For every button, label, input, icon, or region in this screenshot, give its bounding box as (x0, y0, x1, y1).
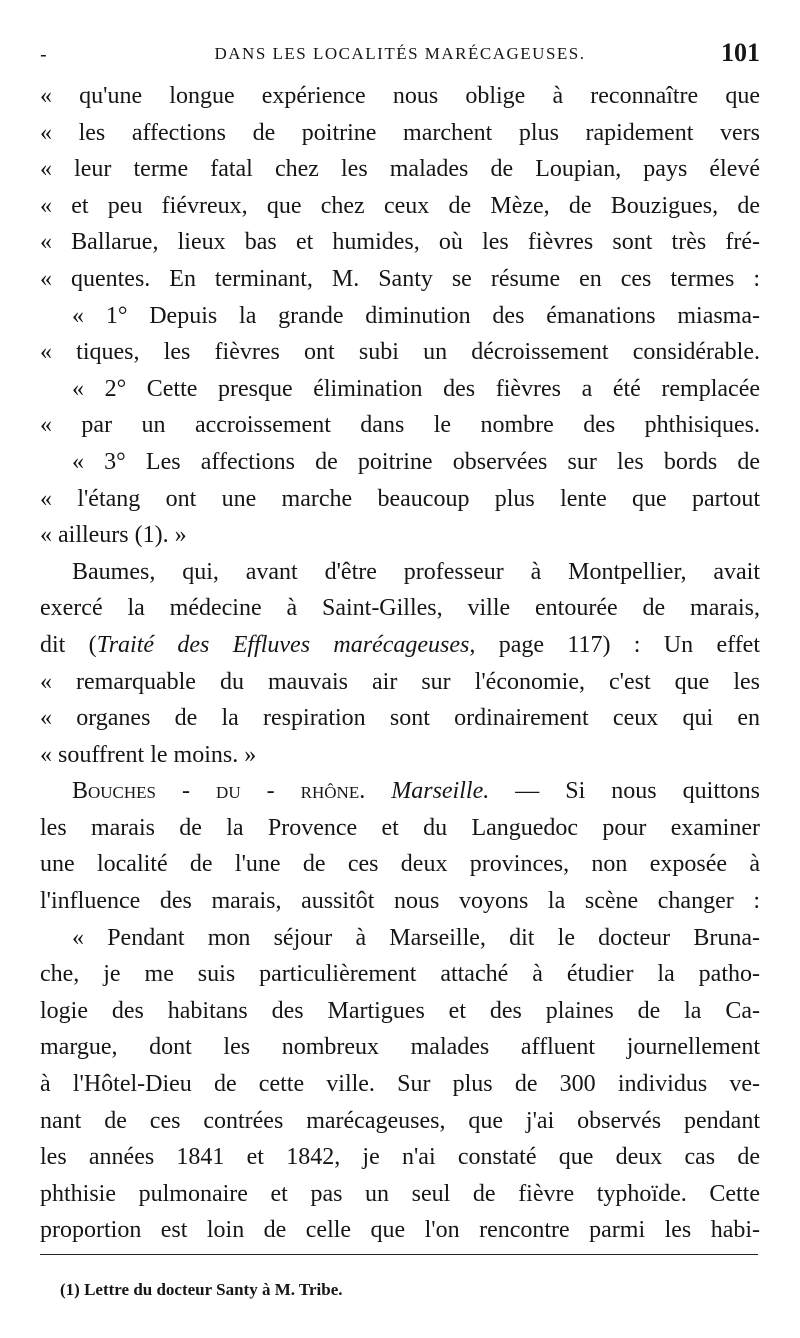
text-line (40, 773, 760, 810)
text-line: « tiques, les fièvres ont subi un décroissement considérable. (40, 339, 760, 366)
running-title: DANS LES LOCALITÉS MARÉCAGEUSES. (214, 44, 586, 63)
book-title: Traité des Effluves marécageuses, (96, 631, 476, 658)
text-segment: — Si nous quittons (489, 778, 761, 805)
text-line (40, 627, 760, 664)
text-segment: dit ( (40, 631, 97, 658)
text-line: « organes de la respiration sont ordinairement ceux qui en (40, 705, 760, 732)
text-line: « Ballarue, lieux bas et humides, où les fièvres sont très fré- (40, 229, 760, 256)
text-segment: page 117) : Un effet (475, 631, 761, 658)
text-line: « et peu fiévreux, que chez ceux de Mèze, de Bouzigues, de (40, 192, 760, 219)
text-line: proportion est loin de celle que l'on rencontre parmi les habi- (40, 1217, 760, 1244)
text-line: nant de ces contrées marécageuses, que j'ai observés pendant (40, 1107, 760, 1134)
text-line: « qu'une longue expérience nous oblige à reconnaître que (40, 83, 760, 109)
text-line: « 2° Cette presque élimination des fièvres a été remplacée (72, 375, 760, 402)
text-line: « 1° Depuis la grande diminution des émanations miasma- (72, 302, 760, 329)
text-line: une localité de l'une de ces deux provinces, non exposée à (40, 851, 760, 878)
text-line: l'influence des marais, aussitôt nous voyons la scène changer : (40, 888, 760, 915)
header-dash: - (40, 42, 47, 66)
text-line: les marais de la Provence et du Languedoc pour examiner (40, 814, 760, 841)
text-line: « remarquable du mauvais air sur l'économie, c'est que les (40, 668, 760, 695)
text-line: à l'Hôtel-Dieu de cette ville. Sur plus de 300 individus ve- (40, 1071, 760, 1098)
footnote: (1) Lettre du docteur Santy à M. Tribe. (60, 1280, 343, 1299)
text-line: exercé la médecine à Saint-Gilles, ville entourée de marais, (40, 595, 760, 622)
text-line: « les affections de poitrine marchent plus rapidement vers (40, 119, 760, 146)
text-line: logie des habitans des Martigues et des plaines de la Ca- (40, 997, 760, 1024)
page-body (40, 78, 760, 1249)
text-line: phthisie pulmonaire et pas un seul de fièvre typhoïde. Cette (40, 1180, 760, 1207)
text-line: « ailleurs (1). » (40, 522, 187, 549)
text-line: Baumes, qui, avant d'être professeur à Montpellier, avait (72, 558, 760, 585)
section-heading: Bouches - du - rhône. (72, 778, 366, 805)
text-line: « leur terme fatal chez les malades de Loupian, pays élevé (40, 156, 760, 183)
text-line: « souffrent le moins. » (40, 741, 257, 768)
place-heading: Marseille. (391, 778, 490, 805)
page-number: 101 (721, 38, 760, 67)
text-line: margue, dont les nombreux malades affluent journellement (40, 1034, 760, 1061)
text-line: les années 1841 et 1842, je n'ai constaté que deux cas de (40, 1144, 760, 1171)
text-line: « par un accroissement dans le nombre des phthisiques. (40, 412, 760, 439)
text-line: che, je me suis particulièrement attaché à étudier la patho- (40, 961, 760, 988)
page-header (40, 36, 760, 72)
footnote-rule (40, 1254, 758, 1255)
text-line: « Pendant mon séjour à Marseille, dit le docteur Bruna- (72, 924, 760, 951)
text-line: « quentes. En terminant, M. Santy se résume en ces termes : (40, 265, 760, 292)
text-line: « 3° Les affections de poitrine observées sur les bords de (72, 448, 760, 475)
text-line: « l'étang ont une marche beaucoup plus lente que partout (40, 485, 760, 512)
